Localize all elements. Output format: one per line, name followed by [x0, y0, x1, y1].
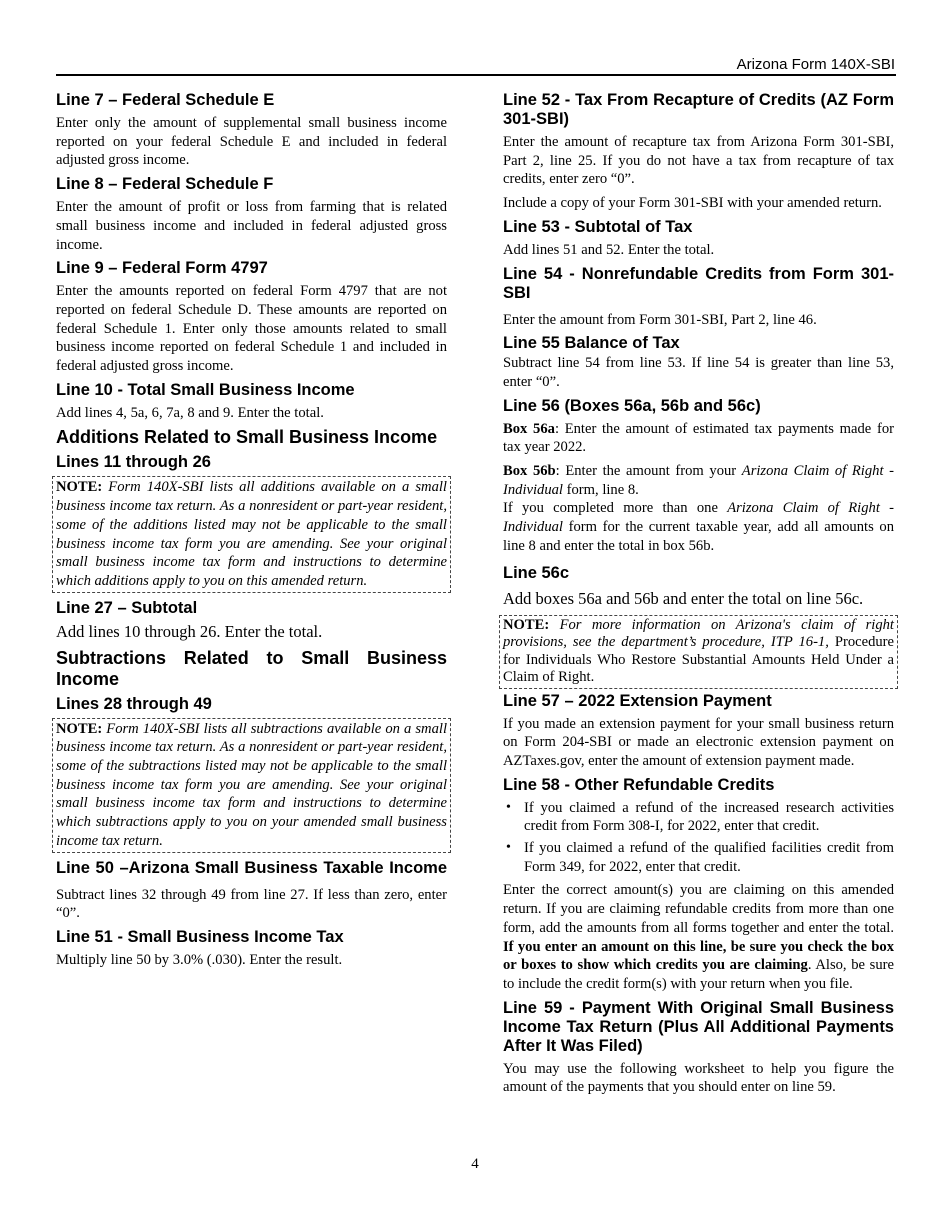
line8-heading: Line 8 – Federal Schedule F [56, 175, 274, 194]
line50-text: Subtract lines 32 through 49 from line 27. If less than zero, enter “0”. [56, 886, 447, 922]
line58-text [503, 881, 894, 993]
note-label: NOTE: [56, 720, 103, 737]
right-column [503, 88, 894, 1102]
line58-text-end: . Also, be sure to include the credit form(s) with your return when you file. [503, 957, 894, 992]
line51-text: Multiply line 50 by 3.0% (.030). Enter the result. [56, 951, 343, 968]
line10-heading: Line 10 - Total Small Business Income [56, 380, 355, 399]
box56a-label: Box 56a [503, 420, 555, 437]
line58-bold-text: If you enter an amount on this line, be sure you check the box or boxes to show which credits you are claiming [503, 938, 894, 974]
list-item: • If you claimed a refund of the qualified facilities credit from Form 349, for 2022, enter that credit. [503, 839, 894, 876]
header-divider [56, 74, 896, 76]
box56b-more-text [503, 499, 894, 555]
note-text: Form 140X-SBI lists all additions available on a small business income tax return. As a nonresident or part-year resident, some of the additions listed may not be applicable to the small business income tax form you are amending. See your original small business income tax form and instructions to determine which additions apply to you on this amended return. [56, 479, 447, 589]
additions-note [52, 476, 451, 592]
box56b-label: Box 56b [503, 463, 556, 480]
lines11-26-heading: Lines 11 through 26 [56, 453, 211, 472]
line57-heading: Line 57 – 2022 Extension Payment [503, 691, 772, 710]
form-title-header: Arizona Form 140X-SBI [736, 56, 895, 73]
note-label: NOTE: [56, 479, 103, 496]
line27-text: Add lines 10 through 26. Enter the total. [56, 621, 323, 641]
line7-text: Enter only the amount of supplemental small business income reported on your federal Schedule E and included in federal adjusted gross income. [56, 115, 447, 169]
line59-text: You may use the following worksheet to help you figure the amount of the payments that you should enter on line 59. [503, 1060, 894, 1096]
list-item: • If you claimed a refund of the increased research activities credit from Form 308-I, for 2022, enter that credit. [503, 799, 894, 836]
additions-heading: Additions Related to Small Business Income [56, 427, 438, 448]
line7-heading: Line 7 – Federal Schedule E [56, 91, 275, 109]
page-number: 4 [471, 1156, 479, 1172]
line54-text: Enter the amount from Form 301-SBI, Part 2, line 46. [503, 311, 817, 328]
box56b-desc-end: form, line 8. [563, 481, 639, 498]
subtractions-note [52, 718, 451, 853]
box56a-desc: : Enter the amount of estimated tax payments made for tax year 2022. [503, 420, 895, 456]
line56c-text: Add boxes 56a and 56b and enter the total on line 56c. [503, 588, 864, 608]
left-column [56, 88, 447, 975]
note-text: Procedure for Individuals Who Restore Substantial Amounts Held Under a Claim of Right. [503, 634, 894, 686]
line9-heading: Line 9 – Federal Form 4797 [56, 259, 268, 278]
box56b-form-name: Arizona Claim of Right - Individual [503, 463, 894, 498]
line27-heading: Line 27 – Subtotal [56, 598, 198, 617]
note-label: NOTE: [503, 616, 550, 633]
line9-text: Enter the amounts reported on federal Form 4797 that are not reported on federal Schedule D. These amounts are reported on federal Schedule 1. Enter only those amounts related to small business income reported on federal Schedule 1 and included in federal adjusted gross income. [56, 283, 447, 375]
line53-heading: Line 53 - Subtotal of Tax [503, 217, 693, 236]
line57-text: If you made an extension payment for your small business return on Form 204-SBI or made an electronic extension payment on AZTaxes.gov, enter the amount of extension payment made. [503, 715, 894, 769]
line54-heading: Line 54 - Nonrefundable Credits from Form 301-SBI [503, 264, 894, 302]
line10-text: Add lines 4, 5a, 6, 7a, 8 and 9. Enter the total. [56, 404, 324, 421]
box56b-more-end: form for the current taxable year, add all amounts on line 8 and enter the total in box 56b. [503, 519, 894, 554]
line56c-heading: Line 56c [503, 563, 570, 582]
line55-heading: Line 55 Balance of Tax [503, 334, 680, 353]
note-text: Form 140X-SBI lists all subtractions available on a small business income tax return. As a nonresident or part-year resident, some of the subtractions listed may not be applicable to the small business income tax form you are amending. See your original small business income tax form and instructions to determine which subtractions apply to you on your amended small business income tax return. [56, 720, 447, 849]
note-italic-text: For more information on Arizona's claim of right provisions, see the department’s procedure, ITP 16-1, [503, 616, 894, 651]
line52-heading: Line 52 - Tax From Recapture of Credits (AZ Form 301-SBI) [503, 91, 894, 128]
subtractions-heading: Subtractions Related to Small Business Income [56, 647, 447, 689]
line51-heading: Line 51 - Small Business Income Tax [56, 927, 344, 946]
line8-text: Enter the amount of profit or loss from farming that is related small business income and included in federal adjusted gross income. [56, 199, 447, 253]
line59-heading: Line 59 - Payment With Original Small Business Income Tax Return (Plus All Additional Payments After It Was Filed) [503, 998, 894, 1055]
line58-bullet-list [503, 799, 894, 877]
box56b-more-start: If you completed more than one [503, 500, 728, 517]
line56-heading: Line 56 (Boxes 56a, 56b and 56c) [503, 396, 761, 415]
line58-text-start: Enter the correct amount(s) you are claiming on this amended return. If you are claiming refundable credits from more than one form, add the amounts from all forms together and enter the total. [503, 882, 894, 936]
box56b-text [503, 462, 894, 499]
line52-text-include: Include a copy of your Form 301-SBI with your amended return. [503, 195, 882, 212]
box56b-desc: : Enter the amount from your [555, 463, 742, 480]
line53-text: Add lines 51 and 52. Enter the total. [503, 241, 715, 258]
lines28-49-heading: Lines 28 through 49 [56, 694, 212, 713]
line52-text: Enter the amount of recapture tax from Arizona Form 301-SBI, Part 2, line 25. If you do not have a tax from recapture of tax credits, enter zero “0”. [503, 134, 894, 188]
claim-of-right-note [499, 615, 898, 689]
box56b-more-form-name: Arizona Claim of Right - Individual [503, 500, 895, 536]
box56a-text [503, 420, 894, 457]
line58-heading: Line 58 - Other Refundable Credits [503, 775, 775, 794]
line55-text: Subtract line 54 from line 53. If line 54 is greater than line 53, enter “0”. [503, 355, 894, 390]
line50-heading: Line 50 –Arizona Small Business Taxable Income [56, 858, 447, 877]
